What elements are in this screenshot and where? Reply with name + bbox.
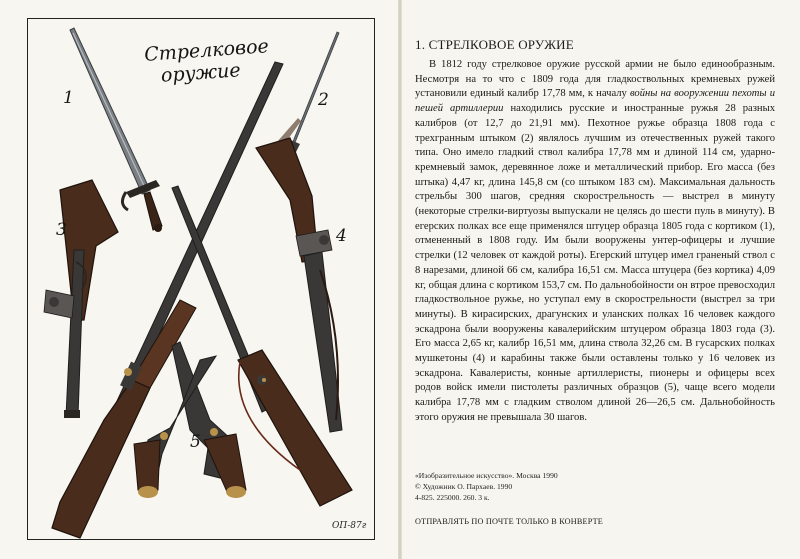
article-text-part-2: находились русские и иностранные ружья 28 разных калибров (от 12,7 до 21,91 мм). Пехотное ружье образца 1808 года с трехгранным штыком (2) являлось лучшим из отечественных ружей такого типа. Оно имело гладкий ствол калибра 17,78 мм и длиной 114 см, ударно-кремневый замок, деревянное ложе и металлический прибор. Его масса (без штыка) 4,47 кг, длина 145,8 см (со штыком 183 см). Максимальная дальность стрельбы 300 шагов, средняя скорострельность — выстрел в минуту (некоторые стрелки-виртуозы выпускали не целясь до шести пуль в минуту). В егерских полках все еще применялся штуцер образца 1805 года с кортиком (1), отмененный в 1808 году. Им были вооружены унтер-офицеры и лучшие стрелки (12 человек от каждой роты). Егерский штуцер имел граненый ствол с 8 нарезами, длиной 66 см, калибра 16,51 см. Масса штуцера (без кортика) 4,09 кг, общая длина с кортиком 153,7 см. По дальнобойности он втрое превосходил гладкоствольное ружье, но уступал ему в скорострельности (выстрел за три минуты). В кирасирских, драгунских и уланских полках 16 человек каждого эскадрона были вооружены кавалерийским штуцером образца 1803 года (3). Его масса 2,65 кг, калибр 16,51 мм, длина ствола 32,26 см. В гусарских полках мушкетоны (4) и карабины также были оставлены только у 16 человек из эскадрона. Кавалеристы, конные артиллеристы, пионеры и офицеры всех родов войск имели пистолеты различных образцов (5), чаще всего модели калибра 17,78 мм с гладким стволом длиной 26—26,5 см. Дальнобойность этого оружия не превышала 30 шагов. bbox=[415, 103, 775, 423]
article-text-part-1: В 1812 году стрелковое оружие русской армии не было единообразным. Несмотря на то что с 1809 года для гладкоствольных кремневых ружей установили единый калибр 17,78 мм, к началу bbox=[415, 59, 775, 100]
figure-number-4: 4 bbox=[336, 226, 347, 246]
text-page bbox=[402, 0, 800, 559]
figure-number-3: 3 bbox=[56, 220, 67, 240]
imprint-publisher-line bbox=[415, 470, 755, 481]
article-heading: 1. СТРЕЛКОВОЕ ОРУЖИЕ bbox=[415, 37, 574, 52]
artist-signature: ОП-87г bbox=[332, 521, 367, 531]
imprint-footer bbox=[415, 470, 755, 503]
publication-year: 1990 bbox=[542, 471, 558, 480]
plate-title-line-1: Стрелковое bbox=[143, 35, 270, 66]
article-body bbox=[415, 58, 775, 426]
illustration-page bbox=[0, 0, 398, 559]
figure-number-2: 2 bbox=[318, 90, 329, 110]
figure-number-5: 5 bbox=[190, 432, 201, 452]
mailing-instruction: ОТПРАВЛЯТЬ ПО ПОЧТЕ ТОЛЬКО В КОНВЕРТЕ bbox=[415, 517, 603, 526]
plate-title-line-2: оружие bbox=[160, 59, 242, 87]
print-codes: 4-825. 225000. 260. 3 к. bbox=[415, 493, 490, 502]
artist-credit: © Художник О. Пархаев. 1990 bbox=[415, 482, 513, 491]
article-text-italic: войны на вооружении пехоты и пешей артиллерии bbox=[415, 88, 775, 115]
publisher-name: «Изобразительное искусство». Москва bbox=[415, 471, 541, 480]
weapons-illustration bbox=[0, 0, 398, 559]
cavalry-carbine-figure-3 bbox=[44, 180, 118, 418]
figure-number-1: 1 bbox=[63, 88, 74, 108]
